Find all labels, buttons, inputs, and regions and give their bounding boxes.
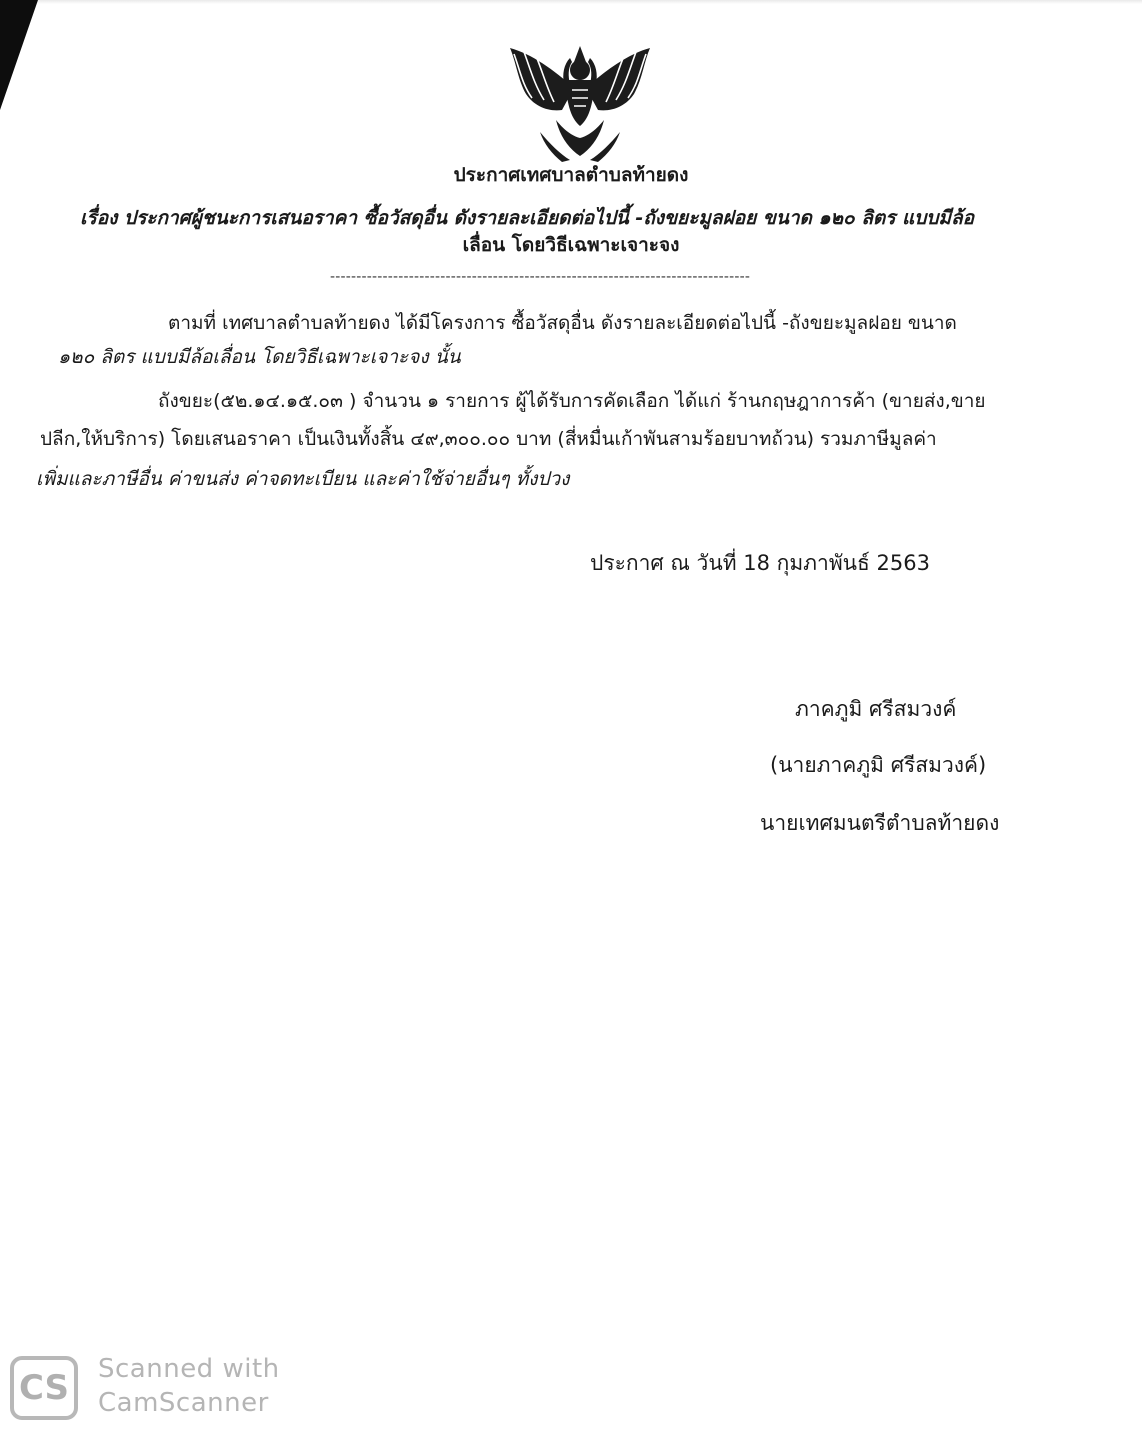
- watermark-line-1: Scanned with: [98, 1354, 280, 1384]
- watermark-line-2: CamScanner: [98, 1388, 269, 1418]
- signatory-position: นายเทศมนตรีตำบลท้ายดง: [760, 811, 1000, 835]
- body-paragraph-line: ๑๒๐ ลิตร แบบมีล้อเลื่อน โดยวิธีเฉพาะเจาะจง นั้น: [58, 346, 461, 368]
- subject-line: เรื่อง ประกาศผู้ชนะการเสนอราคา ซื้อวัสดุอื่น ดังรายละเอียดต่อไปนี้ -ถังขยะมูลฝอย ขนาด ๑๒๐ ลิตร แบบมีล้อ: [80, 207, 975, 229]
- announcement-date: ประกาศ ณ วันที่ 18 กุมภาพันธ์ 2563: [590, 551, 930, 575]
- page-corner-shadow: [0, 0, 38, 110]
- camscanner-watermark: [8, 1352, 298, 1428]
- body-paragraph-line: เพิ่มและภาษีอื่น ค่าขนส่ง ค่าจดทะเบียน และค่าใช้จ่ายอื่นๆ ทั้งปวง: [36, 468, 570, 490]
- body-paragraph-line: ตามที่ เทศบาลตำบลท้ายดง ได้มีโครงการ ซื้อวัสดุอื่น ดังรายละเอียดต่อไปนี้ -ถังขยะมูลฝอย ขนาด: [168, 312, 957, 334]
- body-paragraph-line: ปลีก,ให้บริการ) โดยเสนอราคา เป็นเงินทั้งสิ้น ๔๙,๓๐๐.๐๐ บาท (สี่หมื่นเก้าพันสามร้อยบาทถ้วน) รวมภาษีมูลค่า: [40, 428, 937, 450]
- camscanner-logo-icon: CS: [10, 1356, 78, 1420]
- document-title: ประกาศเทศบาลตำบลท้ายดง: [453, 164, 689, 186]
- signature-name: ภาคภูมิ ศรีสมวงค์: [795, 697, 957, 721]
- body-paragraph-line: ถังขยะ(๕๒.๑๔.๑๕.๐๓ ) จำนวน ๑ รายการ ผู้ได้รับการคัดเลือก ได้แก่ ร้านกฤษฎาการค้า (ขายส่ง,ขาย: [158, 390, 986, 412]
- subject-line-continued: เลื่อน โดยวิธีเฉพาะเจาะจง: [462, 234, 680, 256]
- signatory-full-name: (นายภาคภูมิ ศรีสมวงค์): [770, 753, 987, 777]
- separator-line: --------------------------------------------------------------------------------: [330, 269, 751, 285]
- page-top-edge: [0, 0, 1142, 4]
- garuda-emblem-icon: [504, 40, 656, 164]
